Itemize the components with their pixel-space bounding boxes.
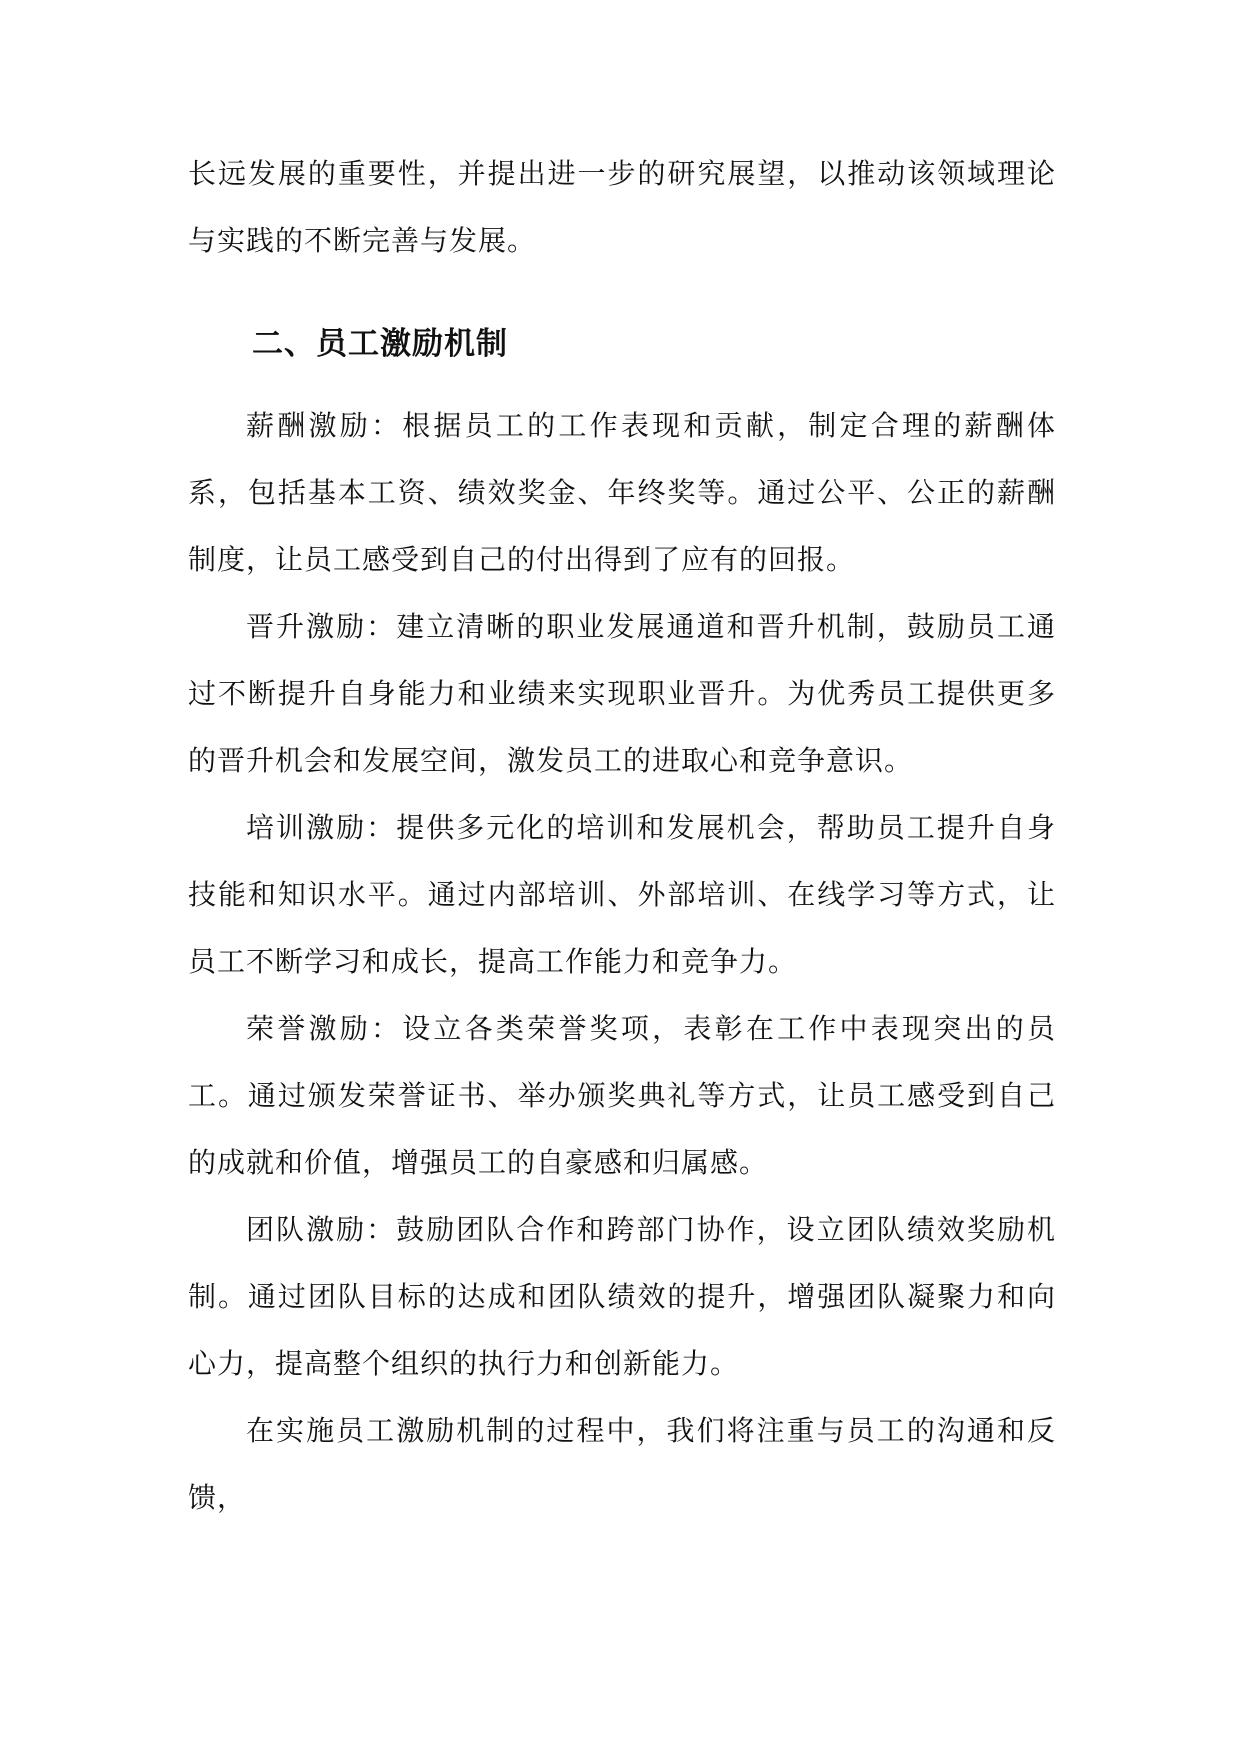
paragraph-salary-incentive: 薪酬激励：根据员工的工作表现和贡献，制定合理的薪酬体系，包括基本工资、绩效奖金、年终奖等。通过公平、公正的薪酬制度，让员工感受到自己的付出得到了应有的回报。 — [188, 409, 1056, 576]
paragraph-promotion-incentive: 晋升激励：建立清晰的职业发展通道和晋升机制，鼓励员工通过不断提升自身能力和业绩来实现职业晋升。为优秀员工提供更多的晋升机会和发展空间，激发员工的进取心和竞争意识。 — [188, 610, 1056, 777]
paragraph-honor-incentive: 荣誉激励：设立各类荣誉奖项，表彰在工作中表现突出的员工。通过颁发荣誉证书、举办颁奖典礼等方式，让员工感受到自己的成就和价值，增强员工的自豪感和归属感。 — [188, 1012, 1056, 1179]
document-body — [188, 140, 1056, 1531]
section-heading: 二、员工激励机制 — [252, 326, 508, 362]
intro-paragraph: 长远发展的重要性，并提出进一步的研究展望，以推动该领域理论与实践的不断完善与发展。 — [188, 157, 1056, 257]
paragraph-implementation: 在实施员工激励机制的过程中，我们将注重与员工的沟通和反馈， — [188, 1414, 1056, 1514]
paragraph-training-incentive: 培训激励：提供多元化的培训和发展机会，帮助员工提升自身技能和知识水平。通过内部培训、外部培训、在线学习等方式，让员工不断学习和成长，提高工作能力和竞争力。 — [188, 811, 1056, 978]
paragraph-team-incentive: 团队激励：鼓励团队合作和跨部门协作，设立团队绩效奖励机制。通过团队目标的达成和团队绩效的提升，增强团队凝聚力和向心力，提高整个组织的执行力和创新能力。 — [188, 1213, 1056, 1380]
